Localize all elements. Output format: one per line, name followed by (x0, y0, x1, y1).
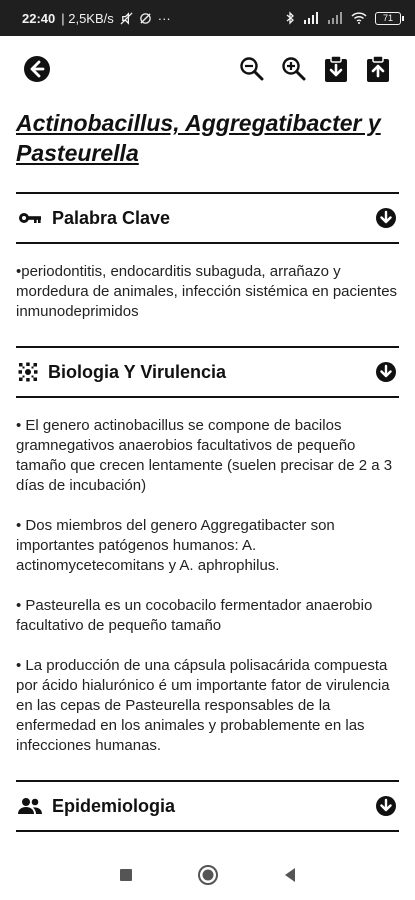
toolbar (0, 36, 415, 102)
recents-square-icon[interactable] (119, 868, 133, 882)
battery-icon: 71 (375, 12, 401, 25)
paragraph: •periodontitis, endocarditis subaguda, arrañazo y mordedura de animales, infección sistémica en pacientes inmunodeprimidos (16, 263, 398, 320)
status-left (22, 11, 171, 26)
signal-icon (303, 12, 319, 24)
section-title: Palabra Clave (52, 207, 171, 228)
status-right (285, 11, 401, 25)
signal-2-icon (327, 12, 343, 24)
paragraph: • El genero actinobacillus se compone de bacilos gramnegativos anaerobios facultativos de pequeño tamaño que crecen lentamente (suelen precisar de 2 a 3 días de incubación) (16, 417, 393, 494)
paragraph: • Dos miembros del genero Aggregatibacter son importantes patógenos humanos: A. actinomycetecomitans y A. aphrophilus. (16, 517, 335, 574)
content-scroll[interactable] (0, 102, 415, 850)
back-triangle-icon[interactable] (283, 867, 297, 883)
section-body (16, 398, 399, 756)
home-circle-icon[interactable] (197, 864, 219, 886)
mute-icon (120, 12, 133, 25)
key-icon (18, 211, 42, 225)
upload-button[interactable] (357, 48, 399, 90)
back-button[interactable] (16, 48, 58, 90)
section-header-palabra-clave[interactable] (16, 192, 399, 244)
zoom-out-icon (239, 56, 265, 82)
section-header-left (18, 362, 226, 383)
zoom-in-button[interactable] (273, 48, 315, 90)
section-header-epidemiologia[interactable] (16, 780, 399, 832)
back-arrow-icon (22, 54, 52, 84)
status-more: ··· (157, 10, 171, 26)
virus-icon (18, 362, 38, 382)
expand-down-icon[interactable] (375, 207, 397, 229)
people-icon (18, 797, 42, 815)
bluetooth-icon (285, 11, 295, 25)
zoom-in-icon (281, 56, 307, 82)
status-time: 22:40 (22, 10, 56, 26)
section-palabra-clave (16, 192, 399, 322)
section-header-biologia[interactable] (16, 346, 399, 398)
no-sync-icon (139, 12, 152, 25)
section-biologia-virulencia (16, 346, 399, 756)
expand-down-icon[interactable] (375, 361, 397, 383)
clipboard-upload-icon (365, 55, 391, 83)
clipboard-download-icon (323, 55, 349, 83)
section-header-left (18, 796, 175, 817)
status-bar (0, 0, 415, 36)
zoom-out-button[interactable] (231, 48, 273, 90)
paragraph: • La producción de una cápsula polisacárida compuesta por ácido hialurónico é um importante fator de virulencia en las cepas de Pasteurella responsables de la enfermedad en los animales y probablemente en las infecciones humanas. (16, 657, 390, 754)
paragraph: • Pasteurella es un cocobacilo fermentador anaerobio facultativo de pequeño tamaño (16, 597, 373, 634)
section-title: Epidemiologia (52, 795, 176, 816)
status-speed: | 2,5KB/s (61, 10, 114, 26)
system-nav-bar (0, 850, 415, 900)
wifi-icon (351, 12, 367, 24)
section-body (16, 244, 399, 322)
download-button[interactable] (315, 48, 357, 90)
expand-down-icon[interactable] (375, 795, 397, 817)
page-title: Actinobacillus, Aggregatibacter y Pasteurella (16, 110, 381, 166)
section-header-left (18, 208, 170, 229)
section-title: Biologia Y Virulencia (48, 361, 227, 382)
